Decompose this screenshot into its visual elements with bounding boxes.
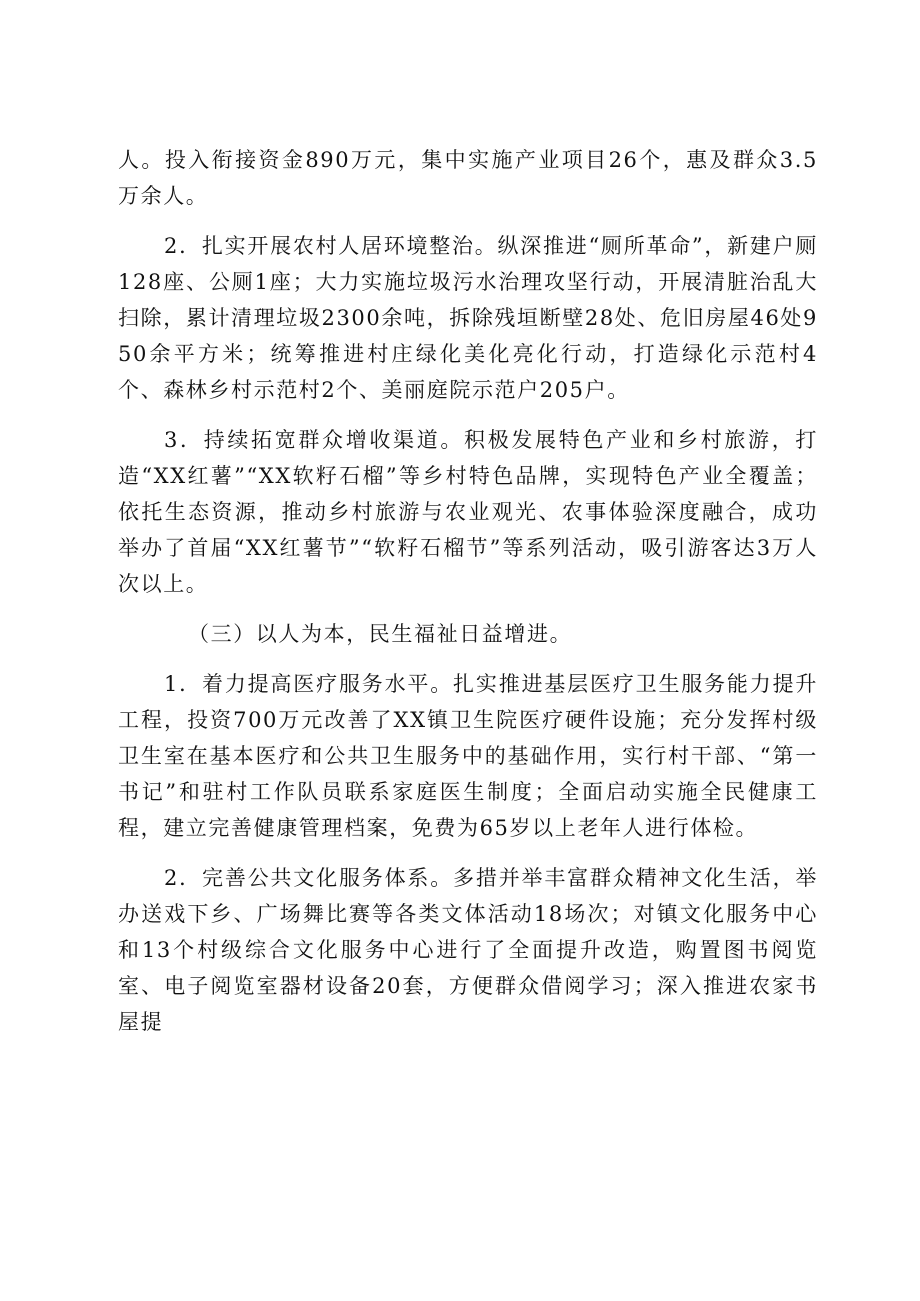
- paragraph-continued: 人。投入衔接资金890万元，集中实施产业项目26个，惠及群众3.5万余人。: [118, 148, 818, 208]
- paragraph-medical-services: 1．着力提高医疗服务水平。扎实推进基层医疗卫生服务能力提升工程，投资700万元改善了XX镇卫生院医疗硬件设施；充分发挥村级卫生室在基本医疗和公共卫生服务中的基础作用，实行村干部、“第一书记”和驻村工作队员联系家庭医生制度；全面启动实施全民健康工程，建立完善健康管理档案，免费为65岁以上老年人进行体检。: [118, 672, 818, 840]
- document-page: [118, 142, 818, 1054]
- section-heading-livelihood: （三）以人为本，民生福祉日益增进。: [188, 622, 573, 646]
- paragraph-public-culture: 2．完善公共文化服务体系。多措并举丰富群众精神文化生活，举办送戏下乡、广场舞比赛等各类文体活动18场次；对镇文化服务中心和13个村级综合文化服务中心进行了全面提升改造，购置图书阅览室、电子阅览室器材设备20套，方便群众借阅学习；深入推进农家书屋提: [118, 866, 818, 1034]
- paragraph-income-channels: 3．持续拓宽群众增收渠道。积极发展特色产业和乡村旅游，打造“XX红薯”“XX软籽石榴”等乡村特色品牌，实现特色产业全覆盖；依托生态资源，推动乡村旅游与农业观光、农事体验深度融合，成功举办了首届“XX红薯节”“软籽石榴节”等系列活动，吸引游客达3万人次以上。: [118, 428, 818, 596]
- paragraph-rural-environment: 2．扎实开展农村人居环境整治。纵深推进“厕所革命”，新建户厕128座、公厕1座；大力实施垃圾污水治理攻坚行动，开展清脏治乱大扫除，累计清理垃圾2300余吨，拆除残垣断壁28处、危旧房屋46处950余平方米；统筹推进村庄绿化美化亮化行动，打造绿化示范村4个、森林乡村示范村2个、美丽庭院示范户205户。: [118, 234, 818, 402]
